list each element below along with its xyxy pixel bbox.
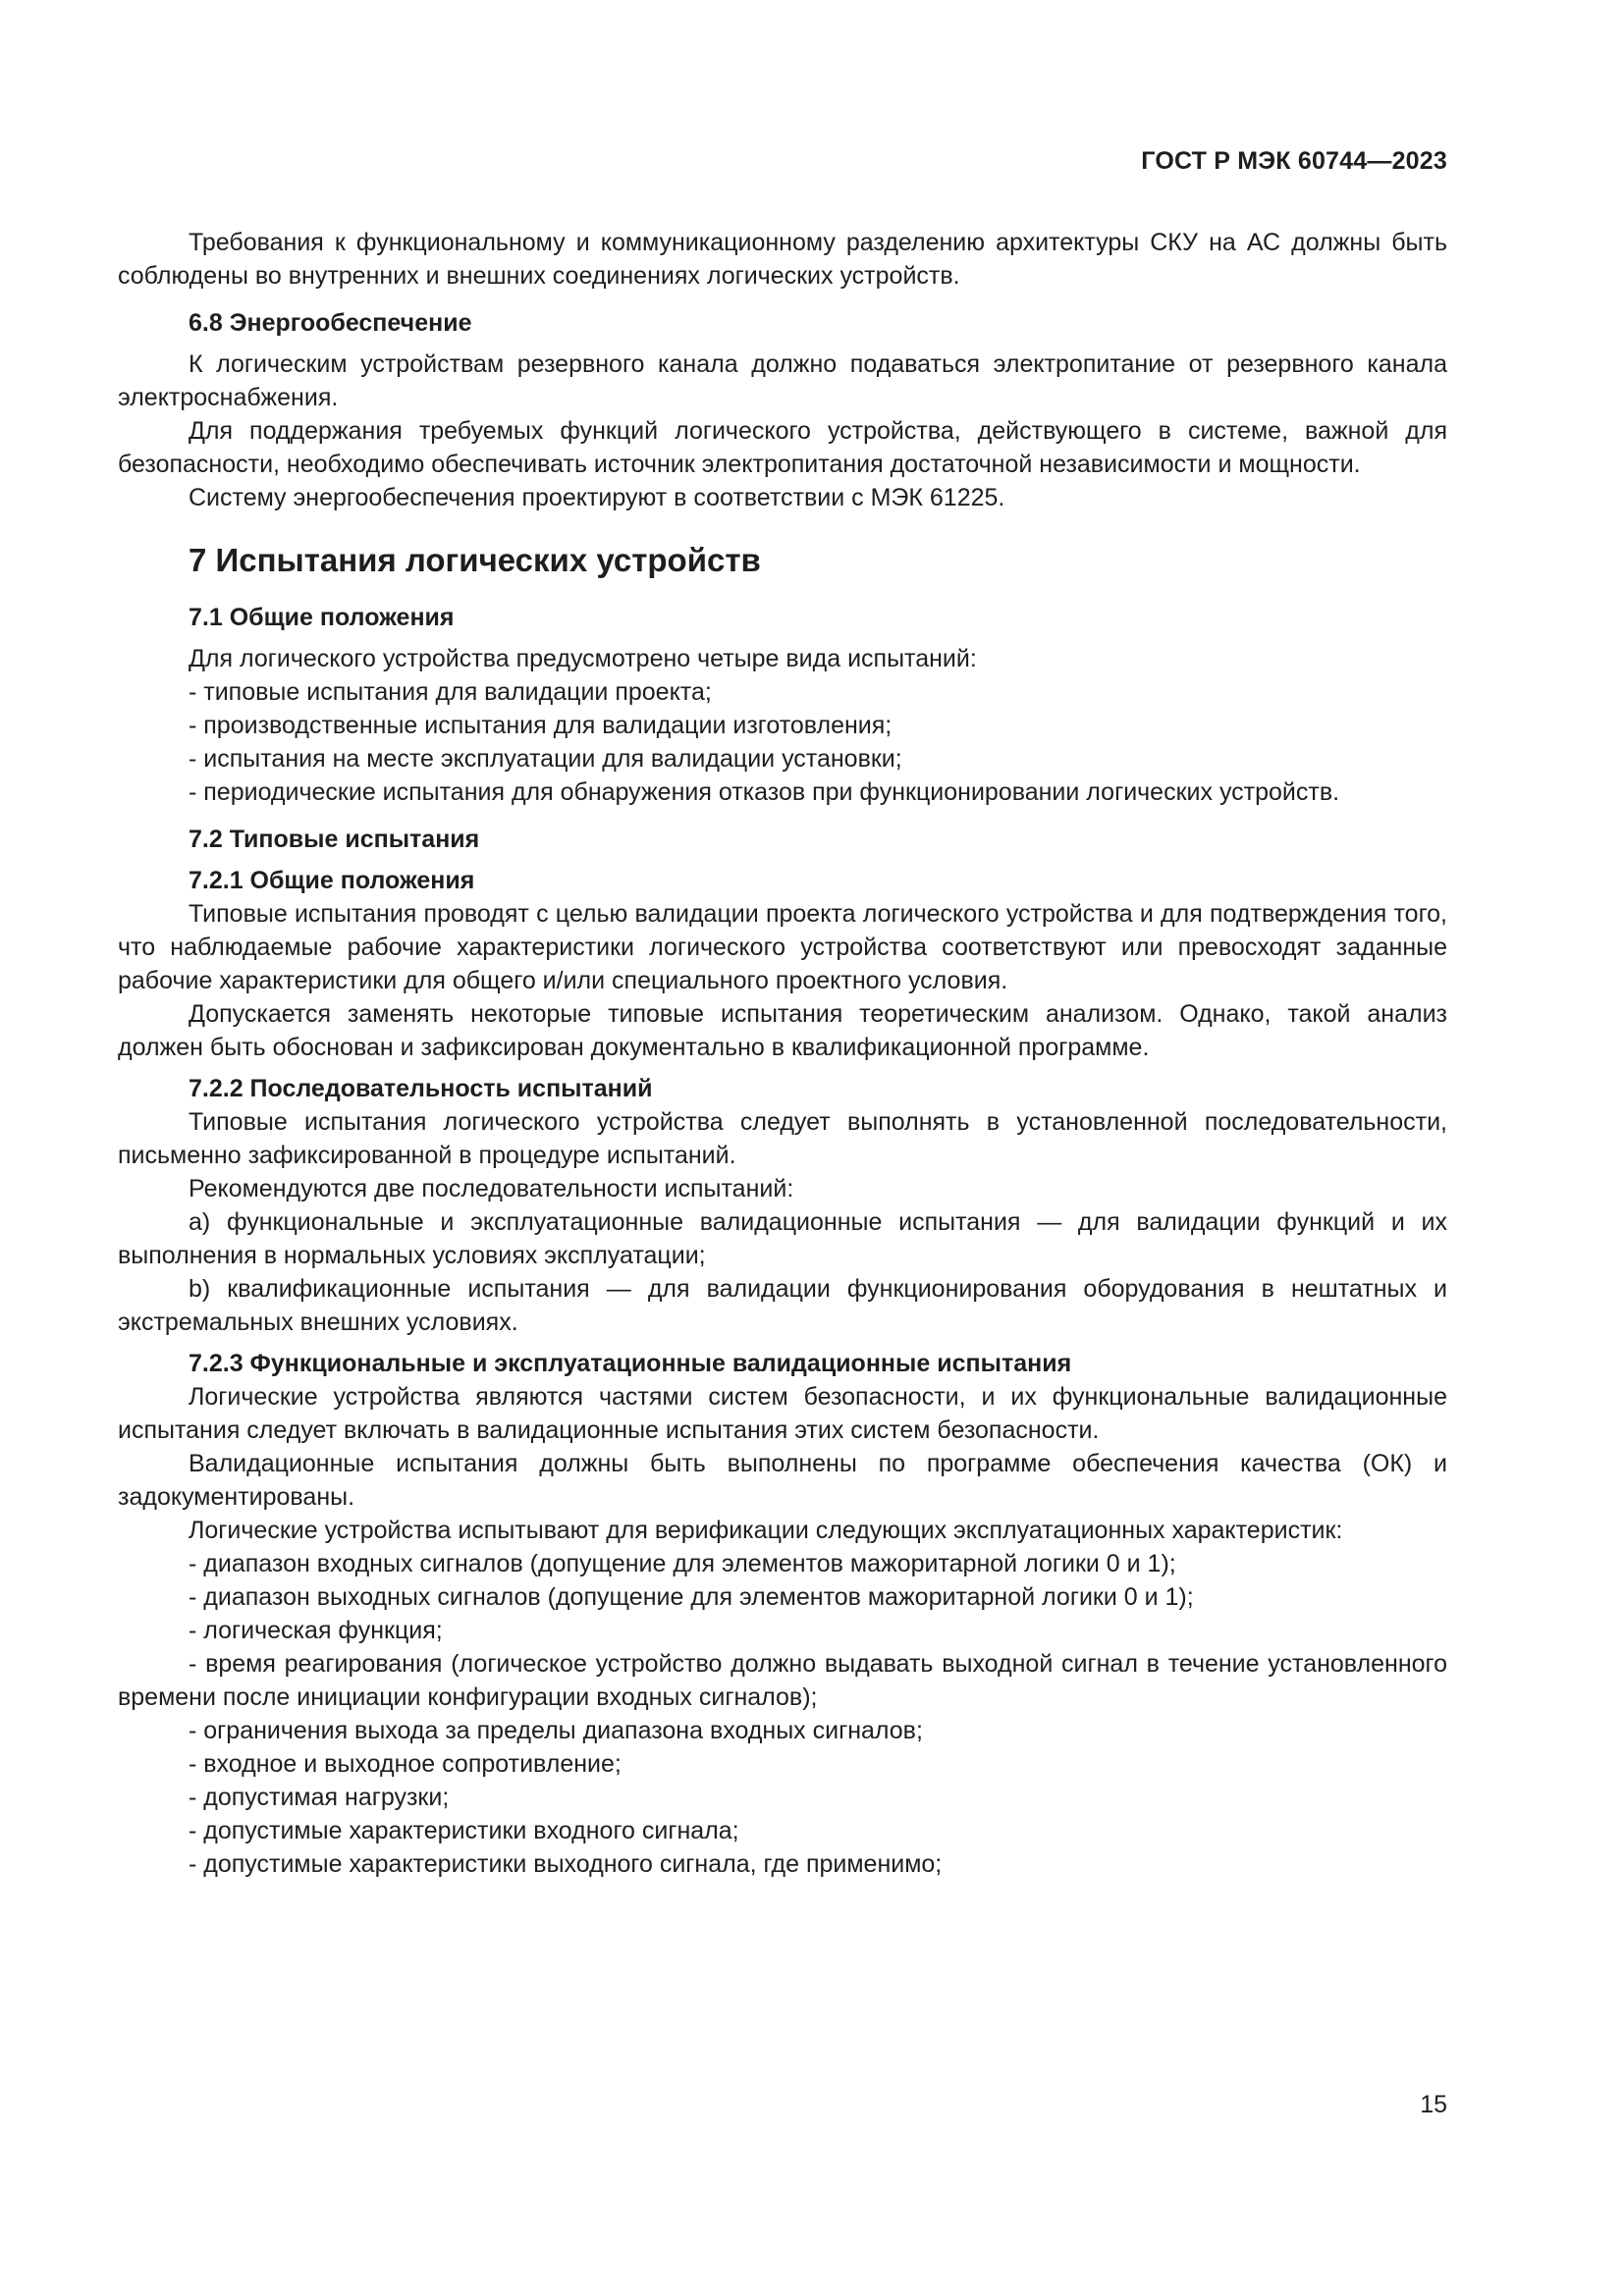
- list-item: - производственные испытания для валидации изготовления;: [189, 712, 893, 739]
- list-item: - время реагирования (логическое устройство должно выдавать выходной сигнал в течение установленного времени после инициации конфигурации входных сигналов);: [118, 1650, 1447, 1711]
- paragraph: Типовые испытания логического устройства следует выполнять в установленной последовательности, письменно зафиксированной в процедуре испытаний.: [118, 1108, 1447, 1169]
- list-item: - периодические испытания для обнаружения отказов при функционировании логических устройств.: [189, 778, 1340, 806]
- clause-heading: 7.2.1 Общие положения: [189, 867, 475, 894]
- paragraph: Логические устройства являются частями систем безопасности, и их функциональные валидационные испытания следует включать в валидационные испытания этих систем безопасности.: [118, 1383, 1447, 1444]
- document-code-header: ГОСТ Р МЭК 60744—2023: [1141, 147, 1447, 175]
- list-item: - допустимая нагрузки;: [189, 1784, 450, 1811]
- paragraph: Рекомендуются две последовательности испытаний:: [189, 1175, 794, 1202]
- list-item: - входное и выходное сопротивление;: [189, 1750, 622, 1778]
- list-item: - ограничения выхода за пределы диапазона входных сигналов;: [189, 1717, 923, 1744]
- list-item: - диапазон выходных сигналов (допущение для элементов мажоритарной логики 0 и 1);: [189, 1583, 1194, 1611]
- paragraph: Для логического устройства предусмотрено четыре вида испытаний:: [189, 645, 977, 672]
- paragraph: Валидационные испытания должны быть выполнены по программе обеспечения качества (ОК) и задокументированы.: [118, 1450, 1447, 1511]
- list-item: - испытания на месте эксплуатации для валидации установки;: [189, 745, 902, 773]
- paragraph: Систему энергообеспечения проектируют в соответствии с МЭК 61225.: [189, 484, 1005, 511]
- list-item: - типовые испытания для валидации проекта;: [189, 678, 712, 706]
- section-heading: 7 Испытания логических устройств: [189, 542, 761, 578]
- list-item: - допустимые характеристики входного сигнала;: [189, 1817, 739, 1844]
- paragraph: b) квалификационные испытания — для валидации функционирования оборудования в нештатных и экстремальных внешних условиях.: [118, 1275, 1447, 1336]
- list-item: - логическая функция;: [189, 1617, 443, 1644]
- subsection-heading: 6.8 Энергообеспечение: [189, 309, 472, 337]
- paragraph: Допускается заменять некоторые типовые испытания теоретическим анализом. Однако, такой анализ должен быть обоснован и зафиксирован документально в квалификационной программе.: [118, 1000, 1447, 1061]
- list-item: - диапазон входных сигналов (допущение для элементов мажоритарной логики 0 и 1);: [189, 1550, 1176, 1577]
- paragraph: К логическим устройствам резервного канала должно подаваться электропитание от резервного канала электроснабжения.: [118, 350, 1447, 411]
- paragraph: Логические устройства испытывают для верификации следующих эксплуатационных характеристик:: [189, 1517, 1343, 1544]
- clause-heading: 7.2.2 Последовательность испытаний: [189, 1075, 653, 1102]
- paragraph: Типовые испытания проводят с целью валидации проекта логического устройства и для подтверждения того, что наблюдаемые рабочие характеристики логического устройства соответствуют или превосходят заданные рабочие характеристики для общего и/или специального проектного условия.: [118, 900, 1447, 994]
- subsection-heading: 7.2 Типовые испытания: [189, 826, 480, 853]
- clause-heading: 7.2.3 Функциональные и эксплуатационные валидационные испытания: [189, 1350, 1072, 1377]
- page-number: 15: [1420, 2091, 1447, 2118]
- list-item: - допустимые характеристики выходного сигнала, где применимо;: [189, 1850, 943, 1878]
- paragraph: Для поддержания требуемых функций логического устройства, действующего в системе, важной для безопасности, необходимо обеспечивать источник электропитания достаточной независимости и мощности.: [118, 417, 1447, 478]
- paragraph: a) функциональные и эксплуатационные валидационные испытания — для валидации функций и их выполнения в нормальных условиях эксплуатации;: [118, 1208, 1447, 1269]
- paragraph: Требования к функциональному и коммуникационному разделению архитектуры СКУ на АС должны быть соблюдены во внутренних и внешних соединениях логических устройств.: [118, 229, 1447, 290]
- subsection-heading: 7.1 Общие положения: [189, 604, 455, 631]
- document-body: [118, 226, 1447, 1881]
